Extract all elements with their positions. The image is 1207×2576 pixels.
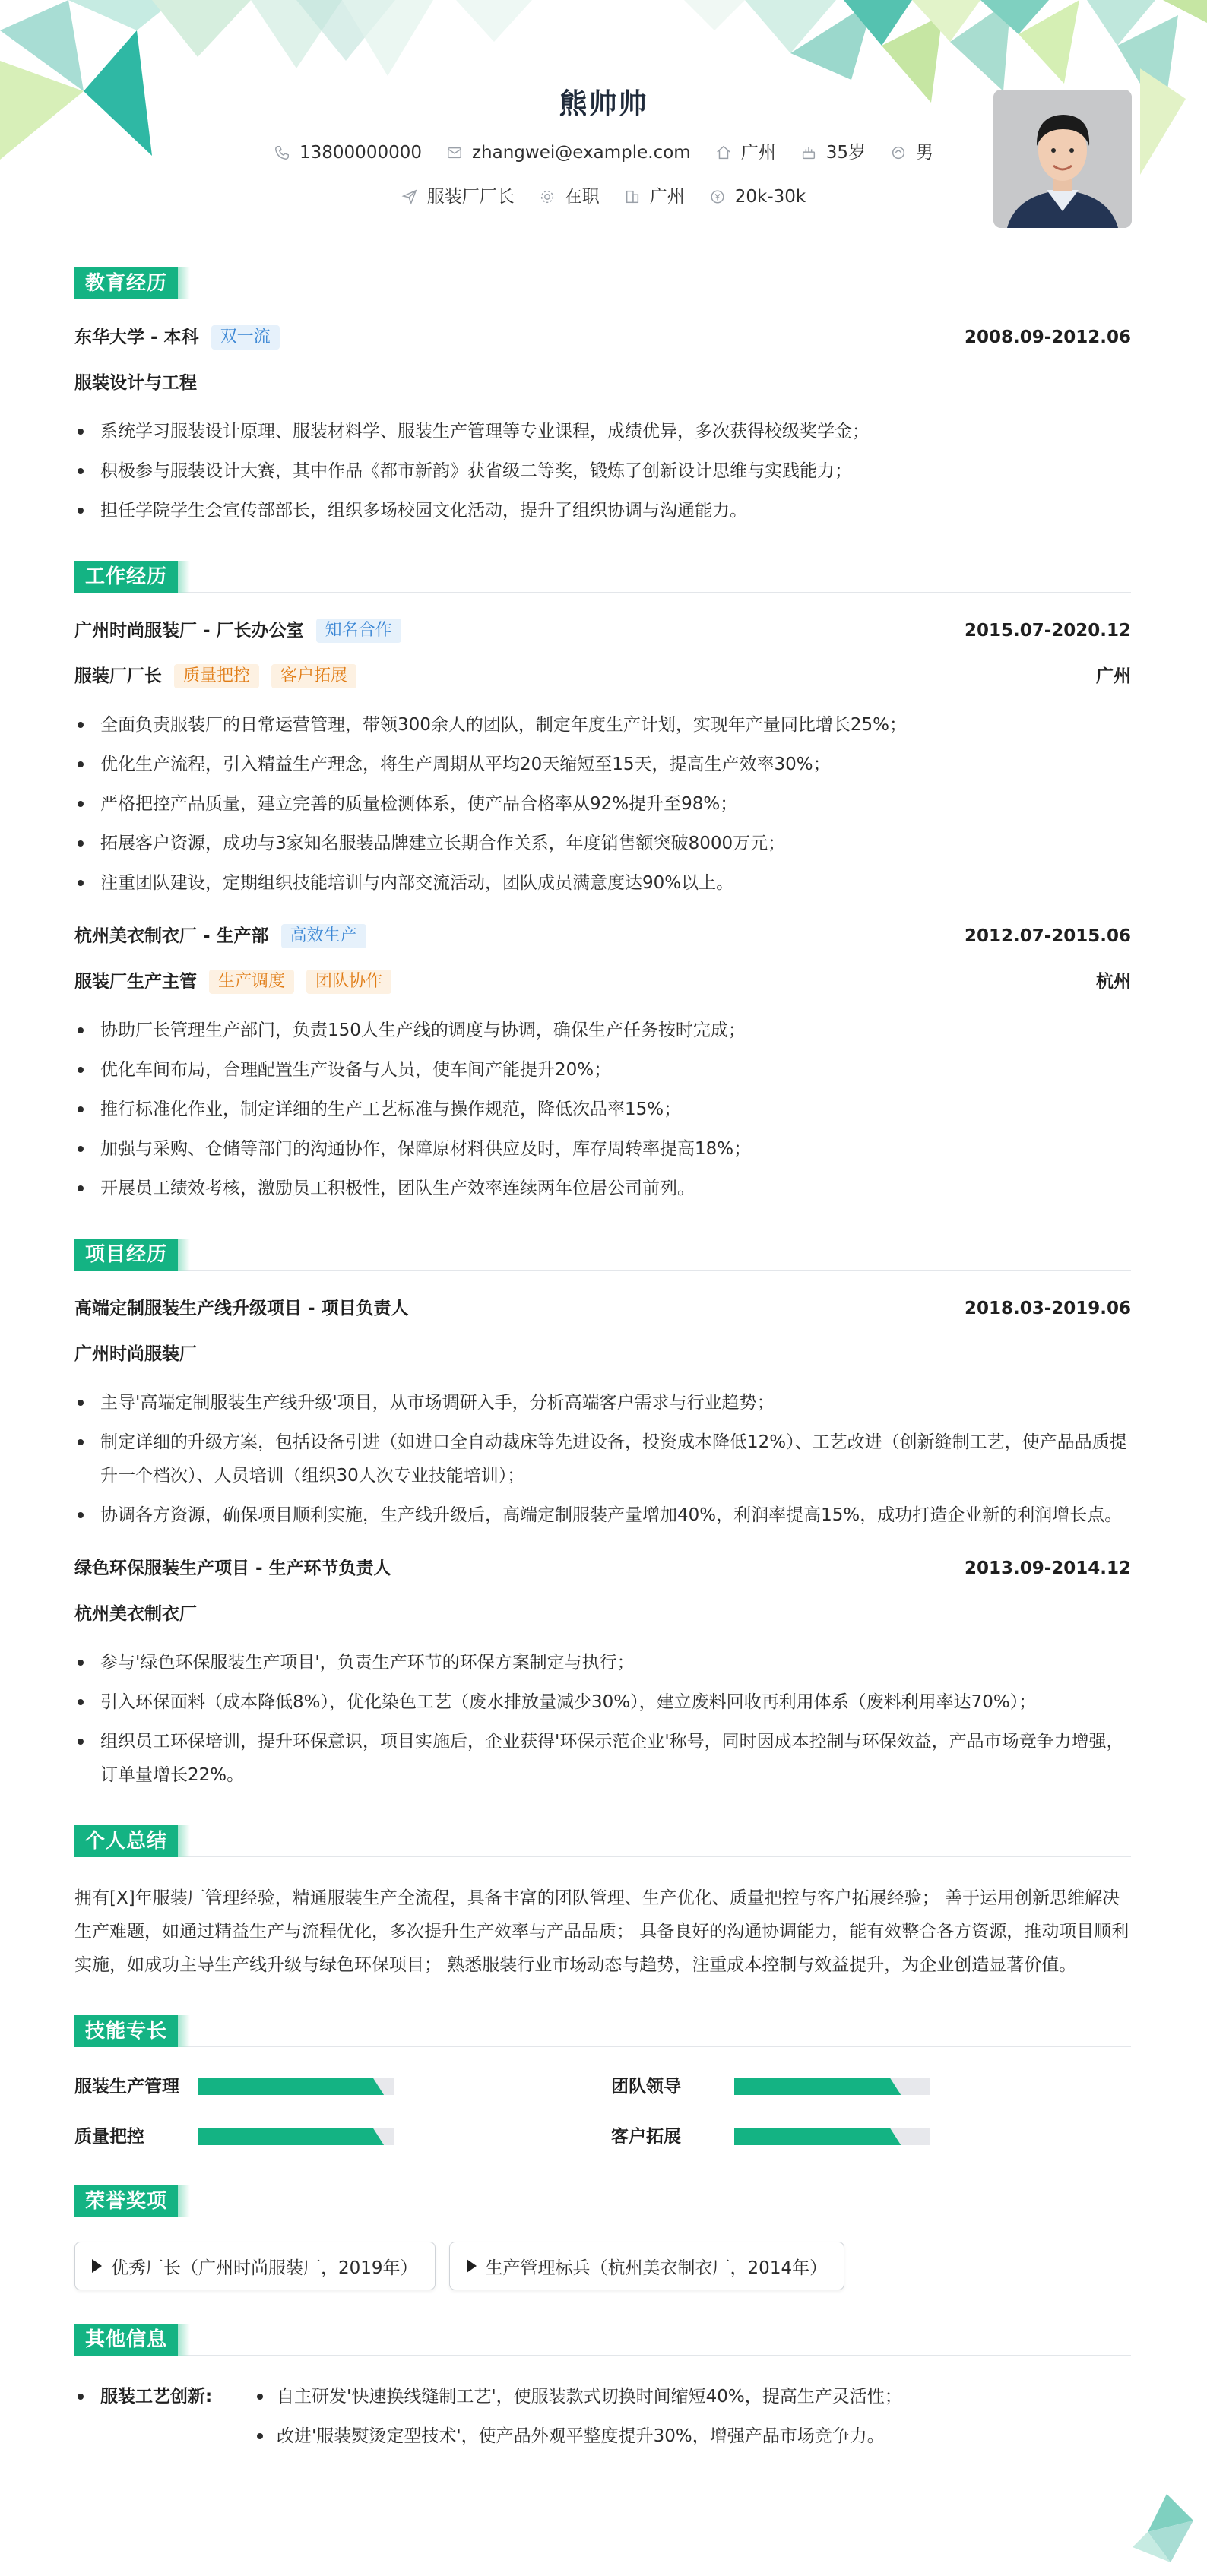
building-icon bbox=[624, 188, 641, 205]
project-bullets bbox=[74, 1646, 1131, 1792]
award-card bbox=[74, 2242, 436, 2290]
company-tag: 高效生产 bbox=[281, 924, 366, 948]
skills-section bbox=[74, 2015, 1131, 2152]
job-left bbox=[74, 922, 366, 950]
list-item: 严格把控产品质量，建立完善的质量检测体系，使产品合格率从92%提升至98%； bbox=[74, 787, 1131, 821]
job-title-item bbox=[401, 184, 515, 210]
cake-icon bbox=[800, 144, 817, 161]
section-title-text: 项目经历 bbox=[85, 1243, 168, 1266]
status-text: 在职 bbox=[564, 187, 600, 207]
section-title-text: 其他信息 bbox=[85, 2328, 168, 2351]
skill-name: 团队领导 bbox=[611, 2077, 681, 2097]
job-row bbox=[74, 617, 1131, 644]
role-row bbox=[74, 968, 1131, 995]
skill-name: 客户拓展 bbox=[611, 2127, 681, 2147]
role-name: 服装厂厂长 bbox=[74, 666, 162, 686]
list-item: 优化车间布局，合理配置生产设备与人员，使车间产能提升20%； bbox=[74, 1053, 1131, 1087]
gender-icon bbox=[890, 144, 907, 161]
triangle-right-icon bbox=[467, 2259, 477, 2273]
job-location: 杭州 bbox=[1096, 972, 1131, 992]
phone-text: 13800000000 bbox=[299, 143, 422, 163]
skill-bar bbox=[734, 2078, 930, 2095]
other-label: 服装工艺创新: bbox=[74, 2380, 251, 2459]
skill-tag: 生产调度 bbox=[209, 970, 294, 994]
section-header bbox=[74, 2185, 1131, 2220]
list-item: 参与'绿色环保服装生产项目'，负责生产环节的环保方案制定与执行； bbox=[74, 1646, 1131, 1679]
email-text: zhangwei@example.com bbox=[471, 143, 691, 163]
list-item: 开展员工绩效考核，激励员工积极性，团队生产效率连续两年位居公司前列。 bbox=[74, 1172, 1131, 1205]
section-divider bbox=[74, 2046, 1131, 2047]
list-item: 注重团队建设，定期组织技能培训与内部交流活动，团队成员满意度达90%以上。 bbox=[74, 866, 1131, 900]
other-items bbox=[251, 2380, 902, 2459]
list-item: 担任学院学生会宣传部部长，组织多场校园文化活动，提升了组织协调与沟通能力。 bbox=[74, 494, 1131, 527]
skill-fill bbox=[198, 2078, 384, 2095]
skill-item bbox=[74, 2122, 611, 2152]
section-title bbox=[74, 561, 178, 593]
section-title-text: 技能专长 bbox=[85, 2020, 168, 2043]
target-city-item bbox=[624, 184, 685, 210]
status-item bbox=[539, 184, 600, 210]
job-left bbox=[74, 617, 401, 644]
company-name: 广州时尚服装厂 - 厂长办公室 bbox=[74, 621, 304, 641]
project-org-row bbox=[74, 1340, 1131, 1368]
email-item bbox=[446, 140, 691, 166]
major-name: 服装设计与工程 bbox=[74, 373, 197, 393]
awards-list bbox=[74, 2242, 1131, 2290]
project-org: 广州时尚服装厂 bbox=[74, 1344, 197, 1364]
list-item: 优化生产流程，引入精益生产理念，将生产周期从平均20天缩短至15天，提高生产效率30%； bbox=[74, 748, 1131, 781]
skill-name: 质量把控 bbox=[74, 2127, 144, 2147]
skill-bar bbox=[198, 2078, 394, 2095]
skill-tag: 团队协作 bbox=[306, 970, 391, 994]
other-section bbox=[74, 2324, 1131, 2459]
education-date: 2008.09-2012.06 bbox=[964, 328, 1131, 347]
mail-icon bbox=[446, 144, 463, 161]
work-section bbox=[74, 561, 1131, 1205]
gender-text: 男 bbox=[915, 143, 933, 163]
phone-item bbox=[274, 140, 422, 166]
section-divider bbox=[74, 1270, 1131, 1271]
salary-text: 20k-30k bbox=[734, 187, 806, 207]
project-title: 绿色环保服装生产项目 - 生产环节负责人 bbox=[74, 1559, 391, 1578]
gender-item bbox=[890, 140, 933, 166]
project-org-row bbox=[74, 1600, 1131, 1628]
major-row bbox=[74, 369, 1131, 397]
list-item: 推行标准化作业，制定详细的生产工艺标准与操作规范，降低次品率15%； bbox=[74, 1093, 1131, 1126]
section-title bbox=[74, 2324, 178, 2356]
award-card bbox=[449, 2242, 845, 2290]
skill-fill bbox=[198, 2128, 384, 2145]
section-header bbox=[74, 561, 1131, 596]
job-date: 2012.07-2015.06 bbox=[964, 926, 1131, 946]
projects-section bbox=[74, 1239, 1131, 1792]
job-date: 2015.07-2020.12 bbox=[964, 621, 1131, 641]
skill-bar bbox=[198, 2128, 394, 2145]
skill-item bbox=[74, 2071, 611, 2102]
education-bullets bbox=[74, 415, 1131, 527]
triangle-right-icon bbox=[92, 2259, 102, 2273]
section-header bbox=[74, 1825, 1131, 1860]
city-item bbox=[715, 140, 776, 166]
profile-photo bbox=[993, 90, 1132, 228]
candidate-name: 熊帅帅 bbox=[559, 87, 648, 120]
job-title-text: 服装厂厂长 bbox=[426, 187, 515, 207]
skill-item bbox=[611, 2071, 1113, 2102]
section-divider bbox=[74, 2355, 1131, 2356]
target-city-text: 广州 bbox=[649, 187, 685, 207]
list-item: 组织员工环保培训，提升环保意识，项目实施后，企业获得'环保示范企业'称号，同时因成本控制与环保效益，产品市场竞争力增强，订单量增长22%。 bbox=[74, 1725, 1131, 1792]
project-row bbox=[74, 1295, 1131, 1322]
list-item: 自主研发'快速换线缝制工艺'，使服装款式切换时间缩短40%，提高生产灵活性； bbox=[251, 2380, 902, 2413]
school-name: 东华大学 - 本科 bbox=[74, 328, 199, 347]
skill-tag: 客户拓展 bbox=[271, 664, 356, 688]
list-item: 改进'服装熨烫定型技术'，使产品外观平整度提升30%，增强产品市场竞争力。 bbox=[251, 2419, 902, 2453]
section-divider bbox=[74, 592, 1131, 593]
skill-item bbox=[611, 2122, 1113, 2152]
project-row bbox=[74, 1555, 1131, 1582]
role-name: 服装厂生产主管 bbox=[74, 972, 197, 992]
list-item: 协助厂长管理生产部门，负责150人生产线的调度与协调，确保生产任务按时完成； bbox=[74, 1014, 1131, 1047]
skill-tag: 质量把控 bbox=[174, 664, 259, 688]
section-header bbox=[74, 267, 1131, 302]
education-row bbox=[74, 324, 1131, 351]
section-title bbox=[74, 267, 178, 299]
list-item: 协调各方资源，确保项目顺利实施，生产线升级后，高端定制服装产量增加40%，利润率提高15%，成功打造企业新的利润增长点。 bbox=[74, 1498, 1131, 1532]
section-title-text: 工作经历 bbox=[85, 565, 168, 588]
section-title-text: 教育经历 bbox=[85, 272, 168, 295]
project-date: 2018.03-2019.06 bbox=[964, 1299, 1131, 1318]
project-title: 高端定制服装生产线升级项目 - 项目负责人 bbox=[74, 1299, 409, 1318]
settings-icon bbox=[539, 188, 556, 205]
summary-section bbox=[74, 1825, 1131, 1982]
skill-bar bbox=[734, 2128, 930, 2145]
company-tag: 知名合作 bbox=[316, 619, 401, 643]
section-title-text: 荣誉奖项 bbox=[85, 2190, 168, 2213]
project-date: 2013.09-2014.12 bbox=[964, 1559, 1131, 1578]
city-text: 广州 bbox=[740, 143, 776, 163]
phone-icon bbox=[274, 144, 290, 161]
project-bullets bbox=[74, 1386, 1131, 1532]
money-icon bbox=[709, 188, 726, 205]
list-item: 拓展客户资源，成功与3家知名服装品牌建立长期合作关系，年度销售额突破8000万元； bbox=[74, 827, 1131, 860]
salary-item bbox=[709, 184, 806, 210]
section-divider bbox=[74, 1856, 1131, 1857]
education-left bbox=[74, 324, 280, 351]
list-item: 系统学习服装设计原理、服装材料学、服装生产管理等专业课程，成绩优异，多次获得校级奖学金； bbox=[74, 415, 1131, 448]
summary-text: 拥有[X]年服装厂管理经验，精通服装生产全流程，具备丰富的团队管理、生产优化、质量把控与客户拓展经验； 善于运用创新思维解决生产难题，如通过精益生产与流程优化，多次提升生产效率与产品品质； 具备良好的沟通协调能力，能有效整合各方资源，推动项目顺利实施，如成功主导生产线升级与绿色环保项目； 熟悉服装行业市场动态与趋势，注重成本控制与效益提升，为企业创造显著价值。 bbox=[74, 1888, 1129, 1975]
role-left bbox=[74, 663, 356, 690]
skill-fill bbox=[734, 2128, 901, 2145]
section-title bbox=[74, 1239, 178, 1271]
role-row bbox=[74, 663, 1131, 690]
job-bullets bbox=[74, 708, 1131, 900]
list-item: 加强与采购、仓储等部门的沟通协作，保障原材料供应及时，库存周转率提高18%； bbox=[74, 1132, 1131, 1166]
home-icon bbox=[715, 144, 732, 161]
resume-body bbox=[74, 267, 1131, 2492]
send-icon bbox=[401, 188, 418, 205]
skill-fill bbox=[734, 2078, 901, 2095]
other-info bbox=[74, 2380, 1131, 2459]
company-name: 杭州美衣制衣厂 - 生产部 bbox=[74, 926, 269, 946]
award-text: 优秀厂长（广州时尚服装厂，2019年） bbox=[111, 2258, 418, 2278]
award-text: 生产管理标兵（杭州美衣制衣厂，2014年） bbox=[485, 2258, 828, 2278]
section-title bbox=[74, 2185, 178, 2217]
section-header bbox=[74, 2324, 1131, 2359]
section-title bbox=[74, 2015, 178, 2047]
skills-grid bbox=[74, 2071, 1131, 2152]
age-item bbox=[800, 140, 866, 166]
list-item: 制定详细的升级方案，包括设备引进（如进口全自动裁床等先进设备，投资成本降低12%）、工艺改进（创新缝制工艺，使产品品质提升一个档次）、人员培训（组织30人次专业技能培训）； bbox=[74, 1426, 1131, 1492]
job-bullets bbox=[74, 1014, 1131, 1205]
section-title-text: 个人总结 bbox=[85, 1830, 168, 1853]
school-tag: 双一流 bbox=[211, 325, 280, 350]
project-org: 杭州美衣制衣厂 bbox=[74, 1604, 197, 1624]
awards-section bbox=[74, 2185, 1131, 2290]
job-location: 广州 bbox=[1096, 666, 1131, 686]
education-section bbox=[74, 267, 1131, 527]
skill-name: 服装生产管理 bbox=[74, 2077, 179, 2097]
corner-decoration bbox=[1133, 2494, 1193, 2562]
list-item: 引入环保面料（成本降低8%），优化染色工艺（废水排放量减少30%），建立废料回收再利用体系（废料利用率达70%）； bbox=[74, 1685, 1131, 1719]
list-item: 全面负责服装厂的日常运营管理，带领300余人的团队，制定年度生产计划，实现年产量同比增长25%； bbox=[74, 708, 1131, 742]
age-text: 35岁 bbox=[825, 143, 866, 163]
section-header bbox=[74, 1239, 1131, 1274]
role-left bbox=[74, 968, 391, 995]
list-item: 主导'高端定制服装生产线升级'项目，从市场调研入手，分析高端客户需求与行业趋势； bbox=[74, 1386, 1131, 1419]
section-header bbox=[74, 2015, 1131, 2050]
job-row bbox=[74, 922, 1131, 950]
list-item: 积极参与服装设计大赛，其中作品《都市新韵》获省级二等奖，锻炼了创新设计思维与实践能力； bbox=[74, 454, 1131, 488]
section-title bbox=[74, 1825, 178, 1857]
